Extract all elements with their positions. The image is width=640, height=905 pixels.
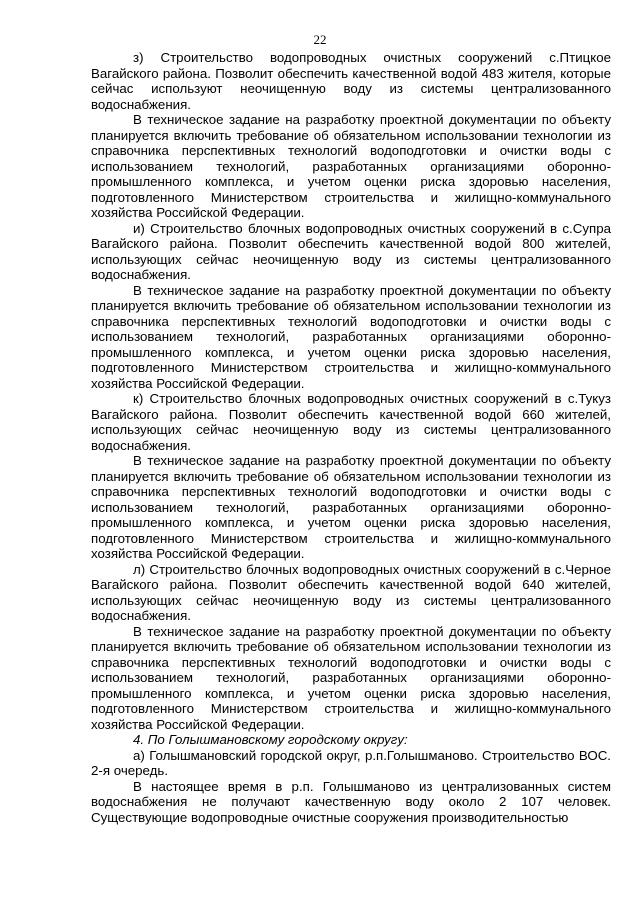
page-number: 22 xyxy=(313,32,327,47)
paragraph-current-state: В настоящее время в р.п. Голышманово из централизованных систем водоснабжения не получают качественную воду около 2 107 человек. Существующие водопроводные очистные сооружения производительностью xyxy=(91,778,611,825)
paragraph-tech-requirement: В техническое задание на разработку проектной документации по объекту планируется включить требование об обязательном использовании технологии из справочника перспективных технологий водоподготовки и очистки воды с использованием технологий, разработанных организациями оборонно-промышленного комплекса, и учетом оценки риска здоровью населения, подготовленного Министерством строительства и жилищно-коммунального хозяйства Российской Федерации. xyxy=(91,623,611,732)
paragraph-item-z: з) Строительство водопроводных очистных сооружений с.Птицкое Вагайского района. Позволит обеспечить качественной водой 483 жителя, которые сейчас используют неочищенную воду из системы централизованного водоснабжения. xyxy=(91,50,611,112)
paragraph-tech-requirement: В техническое задание на разработку проектной документации по объекту планируется включить требование об обязательном использовании технологии из справочника перспективных технологий водоподготовки и очистки воды с использованием технологий, разработанных организациями оборонно-промышленного комплекса, и учетом оценки риска здоровью населения, подготовленного Министерством строительства и жилищно-коммунального хозяйства Российской Федерации. xyxy=(91,282,611,391)
paragraph-item-i: и) Строительство блочных водопроводных очистных сооружений в с.Супра Вагайского района. Позволит обеспечить качественной водой 800 жителей, использующих сейчас неочищенную воду из системы централизованного водоснабжения. xyxy=(91,220,611,282)
paragraph-item-l: л) Строительство блочных водопроводных очистных сооружений в с.Черное Вагайского района. Позволит обеспечить качественной водой 640 жителей, использующих сейчас неочищенную воду из системы централизованного водоснабжения. xyxy=(91,561,611,623)
paragraph-item-a: а) Голышмановский городской округ, р.п.Голышманово. Строительство ВОС. 2-я очередь. xyxy=(91,747,611,778)
paragraph-tech-requirement: В техническое задание на разработку проектной документации по объекту планируется включить требование об обязательном использовании технологии из справочника перспективных технологий водоподготовки и очистки воды с использованием технологий, разработанных организациями оборонно-промышленного комплекса, и учетом оценки риска здоровью населения, подготовленного Министерством строительства и жилищно-коммунального хозяйства Российской Федерации. xyxy=(91,453,611,561)
paragraph-tech-requirement: В техническое задание на разработку проектной документации по объекту планируется включить требование об обязательном использовании технологии из справочника перспективных технологий водоподготовки и очистки воды с использованием технологий, разработанных организациями оборонно-промышленного комплекса, и учетом оценки риска здоровью населения, подготовленного Министерством строительства и жилищно-коммунального хозяйства Российской Федерации. xyxy=(91,112,611,220)
document-body xyxy=(91,50,611,825)
section-heading: 4. По Голышмановскому городскому округу: xyxy=(133,732,408,747)
paragraph-item-k: к) Строительство блочных водопроводных очистных сооружений в с.Тукуз Вагайского района. Позволит обеспечить качественной водой 660 жителей, использующих сейчас неочищенную воду из системы централизованного водоснабжения. xyxy=(91,391,611,453)
